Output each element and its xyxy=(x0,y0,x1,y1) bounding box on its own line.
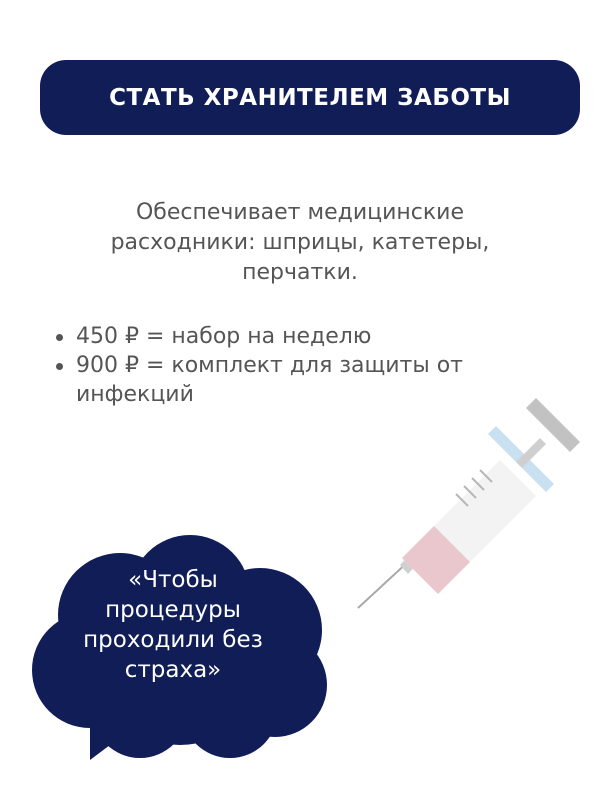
price-item xyxy=(76,322,576,351)
quote-line: процедуры xyxy=(105,597,241,623)
description-line: расходники: шприцы, катетеры, xyxy=(110,230,490,255)
quote-line: «Чтобы xyxy=(128,567,218,593)
quote-text xyxy=(58,565,288,685)
description-text xyxy=(60,198,540,288)
price-item-text: 900 ₽ = комплект для защиты от xyxy=(76,353,463,378)
description-line: Обеспечивает медицинские xyxy=(135,200,465,225)
syringe-icon xyxy=(340,390,590,620)
page-title: СТАТЬ ХРАНИТЕЛЕМ ЗАБОТЫ xyxy=(109,84,511,111)
price-item-text: инфекций xyxy=(76,382,194,407)
description-line: перчатки. xyxy=(242,260,358,285)
quote-line: страха» xyxy=(124,657,222,683)
quote-line: проходили без xyxy=(83,627,263,653)
price-item-text: 450 ₽ = набор на неделю xyxy=(76,324,372,349)
title-banner xyxy=(40,60,580,135)
